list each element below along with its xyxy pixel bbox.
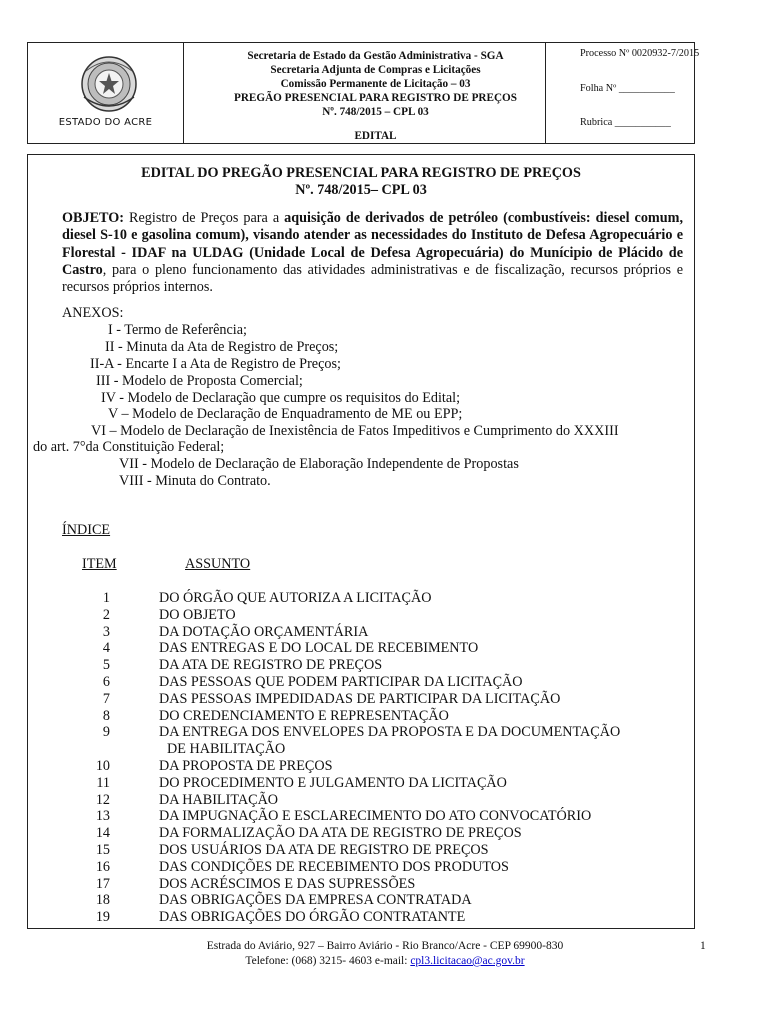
page-number: 1	[700, 940, 706, 952]
header-line: Comissão Permanente de Licitação – 03	[280, 78, 471, 90]
header-right	[580, 47, 699, 130]
indice-item-number: 9	[102, 724, 110, 741]
footer-contact	[0, 955, 770, 967]
anexo-item: VII - Modelo de Declaração de Elaboração Independente de Propostas	[119, 456, 519, 472]
indice-item-text: DOS USUÁRIOS DA ATA DE REGISTRO DE PREÇOS	[159, 842, 489, 858]
col-header-item: ITEM	[82, 556, 117, 572]
indice-item-text: DA IMPUGNAÇÃO E ESCLARECIMENTO DO ATO CONVOCATÓRIO	[159, 808, 592, 825]
indice-item-text: DAS PESSOAS IMPEDIDADAS DE PARTICIPAR DA LICITAÇÃO	[159, 690, 561, 707]
anexo-item: VI – Modelo de Declaração de Inexistência de Fatos Impeditivos e Cumprimento do XXXIII	[91, 423, 619, 439]
indice-item-number: 2	[102, 606, 110, 623]
state-seal-icon	[78, 53, 140, 115]
header-center	[188, 49, 563, 143]
indice-item-number: 10	[95, 758, 110, 774]
indice-item-number: 17	[95, 875, 110, 892]
indice-item-text: DAS ENTREGAS E DO LOCAL DE RECEBIMENTO	[159, 640, 479, 657]
indice-item-text: DO OBJETO	[159, 606, 236, 623]
footer-phone: Telefone: (068) 3215- 4603 e-mail:	[245, 955, 411, 967]
indice-item-text: DA DOTAÇÃO ORÇAMENTÁRIA	[159, 623, 369, 640]
anexo-item-continued: do art. 7°da Constituição Federal;	[33, 439, 225, 455]
anexo-item: I - Termo de Referência;	[108, 322, 247, 338]
indice-item-number: 6	[102, 674, 110, 690]
indice-item-number: 7	[102, 690, 110, 707]
indice-item-text: DAS OBRIGAÇÕES DO ÓRGÃO CONTRATANTE	[159, 909, 466, 926]
document-header	[27, 42, 700, 144]
indice-item-number: 5	[102, 657, 110, 674]
page-subtitle: Nº. 748/2015– CPL 03	[295, 182, 427, 198]
header-line: Nº. 748/2015 – CPL 03	[322, 106, 429, 118]
header-line: PREGÃO PRESENCIAL PARA REGISTRO DE PREÇOS	[234, 92, 517, 104]
indice-item-number: 19	[95, 909, 110, 926]
footer-address: Estrada do Aviário, 927 – Bairro Aviário - Rio Branco/Acre - CEP 69900-830	[206, 940, 564, 952]
indice-item-text: DA FORMALIZAÇÃO DA ATA DE REGISTRO DE PREÇOS	[159, 825, 522, 842]
anexo-item: IV - Modelo de Declaração que cumpre os requisitos do Edital;	[101, 390, 461, 406]
indice-item-number: 18	[95, 892, 110, 909]
objeto-paragraph	[62, 210, 683, 296]
indice-item-text: DAS OBRIGAÇÕES DA EMPRESA CONTRATADA	[159, 892, 472, 909]
anexo-item: II-A - Encarte I a Ata de Registro de Preços;	[90, 356, 341, 372]
objeto-text: , para o pleno funcionamento das atividades administrativas e de fiscalização, recursos próprios e recursos próprios internos.	[62, 261, 683, 296]
indice-title: ÍNDICE	[62, 522, 111, 538]
indice-item-text: DAS CONDIÇÕES DE RECEBIMENTO DOS PRODUTOS	[159, 858, 509, 875]
header-edital: EDITAL	[354, 130, 397, 142]
header-divider	[183, 43, 184, 143]
indice-item-text: DO PROCEDIMENTO E JULGAMENTO DA LICITAÇÃO	[159, 774, 507, 791]
indice-item-number: 8	[102, 707, 110, 724]
col-header-assunto: ASSUNTO	[185, 556, 251, 572]
indice-item-number: 11	[96, 774, 110, 791]
indice-item-number: 3	[102, 623, 110, 640]
indice-item-number: 4	[102, 640, 110, 657]
anexo-item: II - Minuta da Ata de Registro de Preços;	[105, 339, 339, 355]
indice-item-number: 14	[95, 825, 110, 842]
indice-item-text: DA ATA DE REGISTRO DE PREÇOS	[159, 657, 383, 674]
page-title: EDITAL DO PREGÃO PRESENCIAL PARA REGISTRO DE PREÇOS	[141, 165, 581, 181]
processo-number: Processo Nº 0020932-7/2015	[580, 48, 700, 59]
indice-item-number: 1	[102, 590, 110, 606]
anexo-item: V – Modelo de Declaração de Enquadramento de ME ou EPP;	[108, 406, 463, 422]
indice-item-number: 12	[95, 791, 110, 808]
objeto-text: Registro de Preços para a	[124, 210, 285, 226]
indice-item-text: DA PROPOSTA DE PREÇOS	[159, 758, 333, 774]
indice-item-text: DA ENTREGA DOS ENVELOPES DA PROPOSTA E DA DOCUMENTAÇÃO	[159, 724, 621, 741]
objeto-bold-text: aquisição de derivados de petróleo (combustíveis: diesel comum, diesel S-10 e gasolina comum), visando atender as necessidades do Instituto de Defesa Agropecuário e Florestal - IDAF na ULDAG (Unidade Local de Defesa Agropecuária) do Munícipio de Plácido de Castro	[62, 210, 683, 278]
indice-item-text: DOS ACRÉSCIMOS E DAS SUPRESSÕES	[159, 875, 416, 892]
header-line: Secretaria de Estado da Gestão Administrativa - SGA	[247, 50, 504, 62]
anexo-item: VIII - Minuta do Contrato.	[119, 473, 271, 489]
indice-item-number: 16	[95, 858, 110, 875]
indice-item-number: 15	[95, 842, 110, 858]
folha-field: Folha Nº ___________	[580, 83, 675, 94]
anexos-title: ANEXOS:	[62, 305, 124, 321]
indice-item-number: 13	[95, 808, 110, 825]
indice-item-text: DO CREDENCIAMENTO E REPRESENTAÇÃO	[159, 707, 449, 724]
header-line: Secretaria Adjunta de Compras e Licitações	[270, 64, 481, 76]
indice-item-text: DA HABILITAÇÃO	[159, 791, 279, 808]
footer-email-link[interactable]: cpl3.licitacao@ac.gov.br	[410, 955, 525, 967]
rubrica-field: Rubrica ___________	[580, 117, 671, 128]
indice-item-text: DO ÓRGÃO QUE AUTORIZA A LICITAÇÃO	[159, 590, 432, 606]
objeto-label: OBJETO:	[62, 210, 125, 226]
indice-item-text: DAS PESSOAS QUE PODEM PARTICIPAR DA LICITAÇÃO	[159, 674, 523, 690]
document-body	[27, 154, 695, 929]
anexo-item: III - Modelo de Proposta Comercial;	[96, 373, 303, 389]
indice-item-text: DE HABILITAÇÃO	[167, 741, 286, 758]
seal-label: ESTADO DO ACRE	[58, 117, 153, 128]
